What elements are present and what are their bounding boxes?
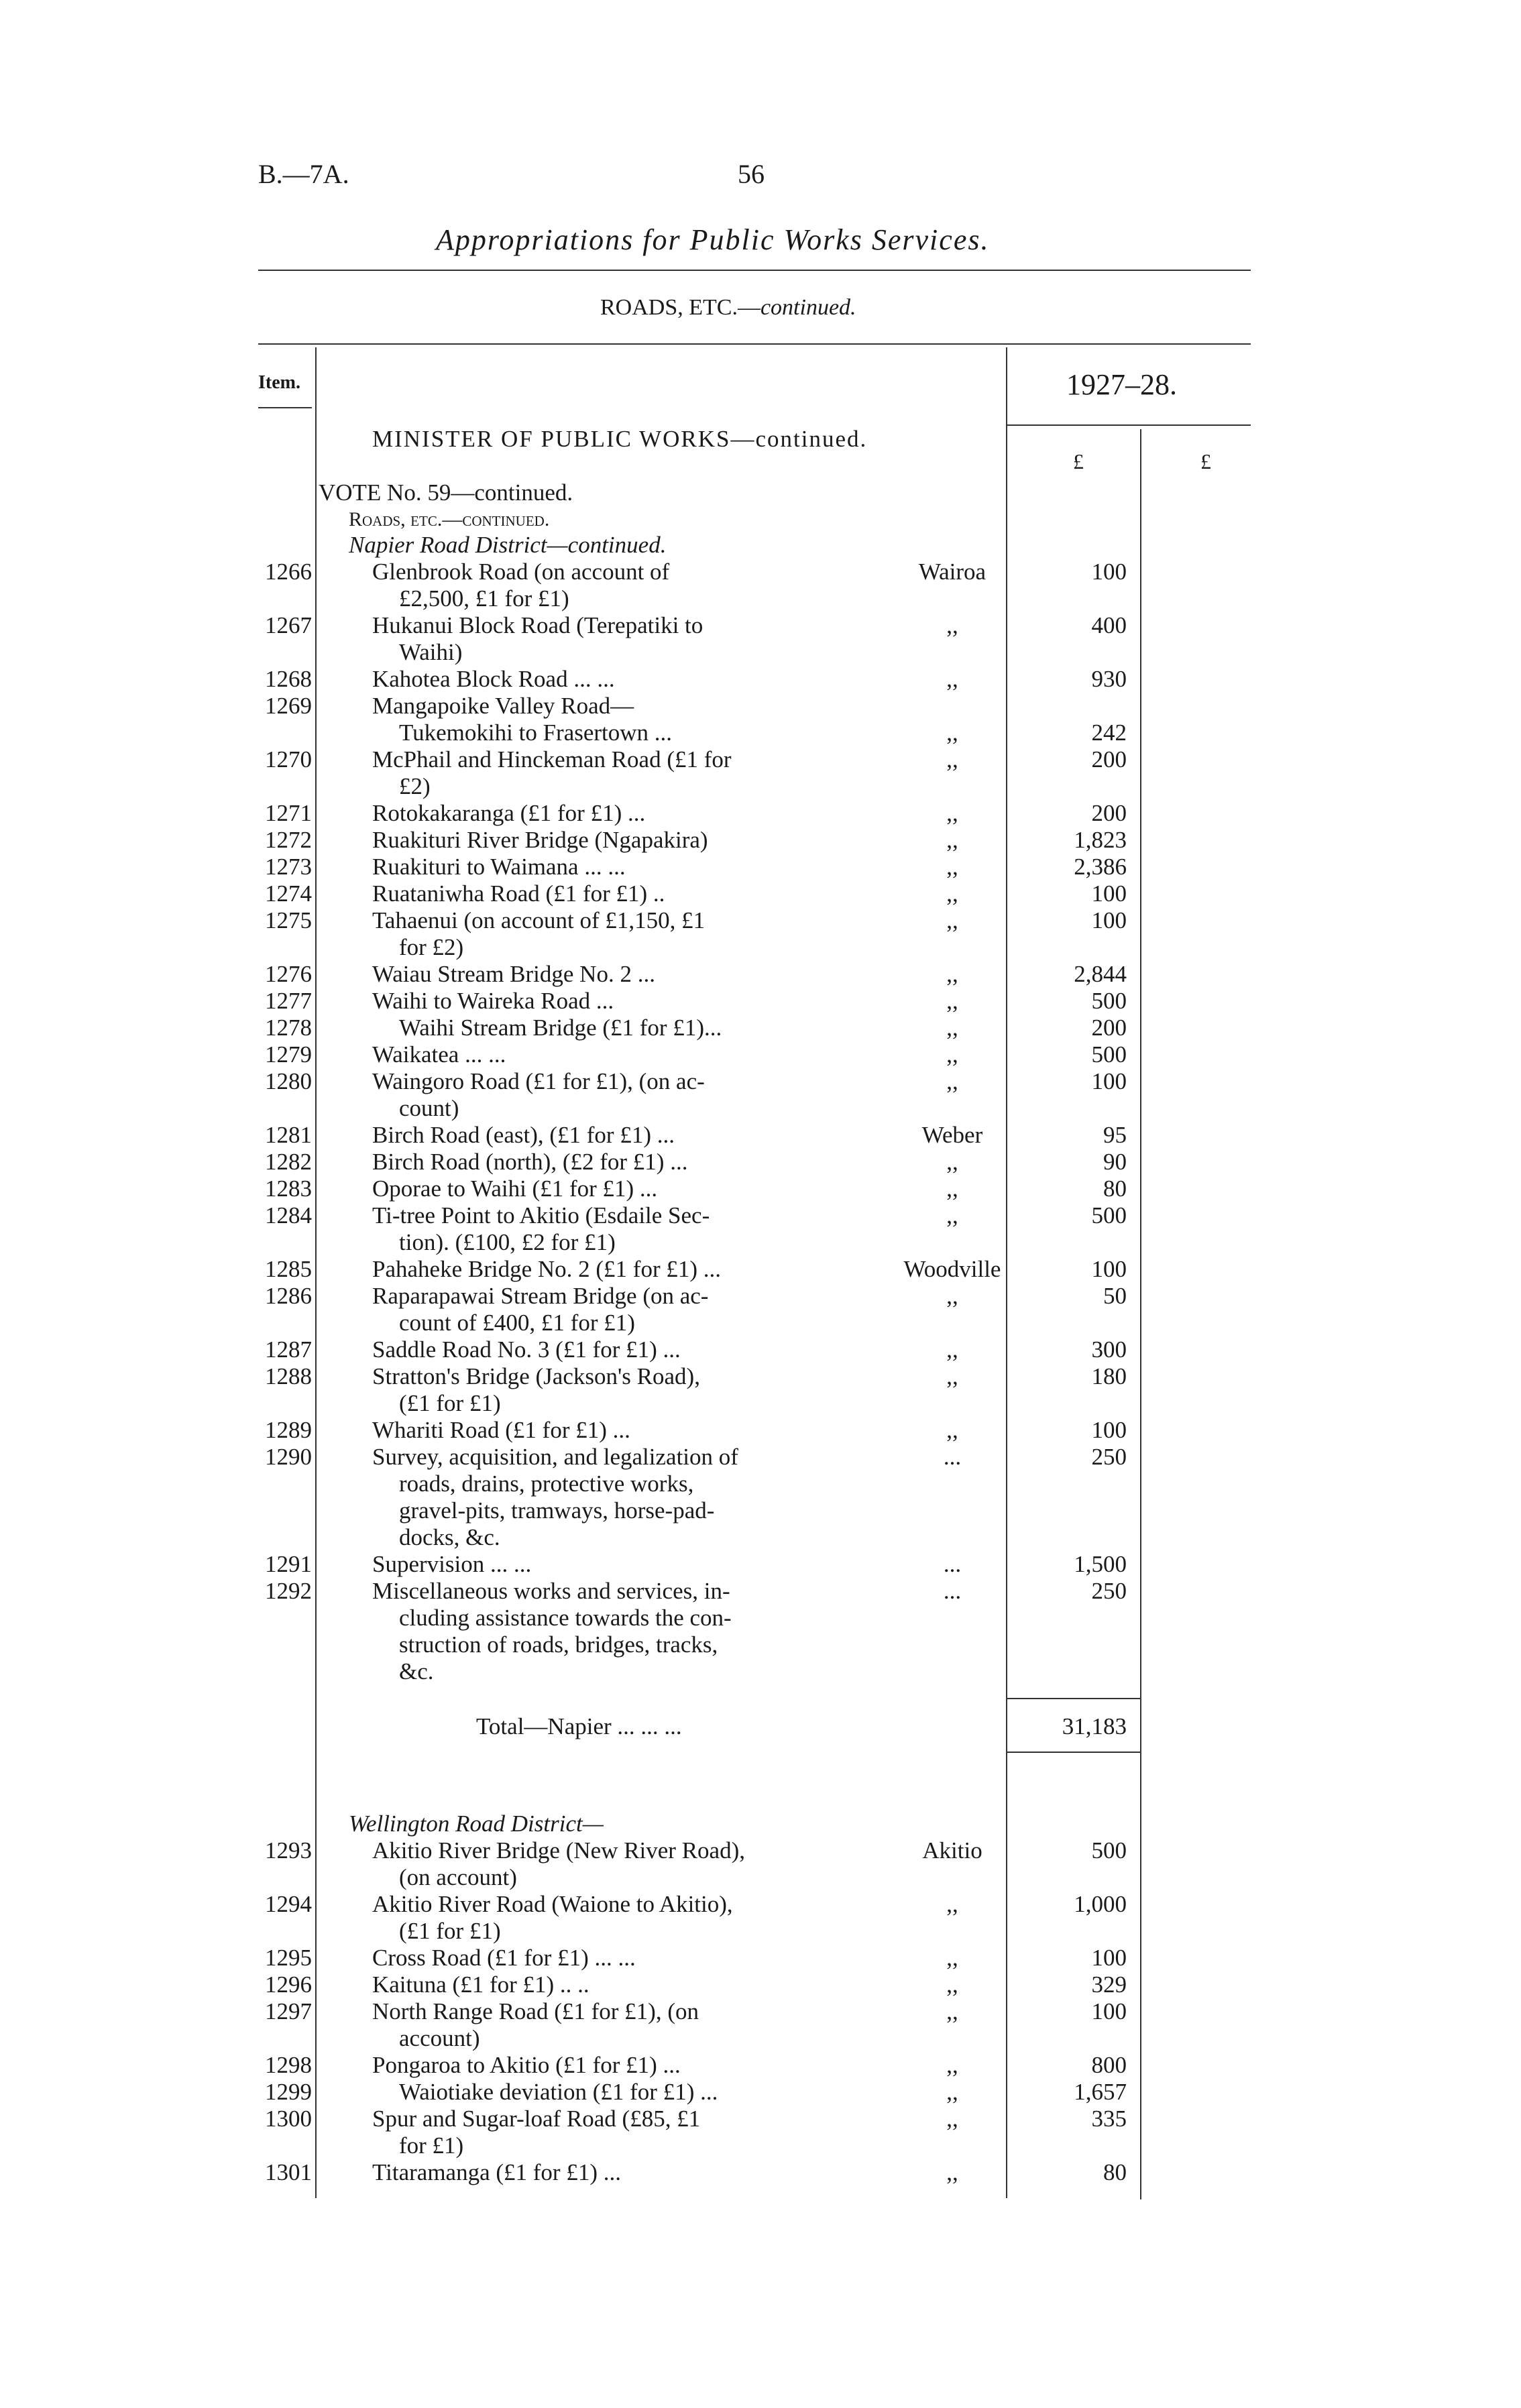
item-description: Cross Road (£1 for £1) ... ... (372, 1945, 636, 1971)
item-description: Akitio River Road (Waione to Akitio), (372, 1891, 733, 1917)
amount-column-divider (1140, 429, 1141, 2199)
amount: 800 (1091, 2052, 1127, 2078)
item-number: 1298 (265, 2052, 312, 2078)
item-description: Akitio River Bridge (New River Road), (372, 1837, 746, 1864)
item-description: struction of roads, bridges, tracks, (399, 1631, 718, 1658)
amount: 100 (1091, 907, 1127, 933)
item-description: Stratton's Bridge (Jackson's Road), (372, 1363, 700, 1389)
title-rule (258, 270, 1251, 271)
district: ,, (946, 1363, 958, 1389)
item-number: 1294 (265, 1891, 312, 1917)
item-number: 1293 (265, 1837, 312, 1864)
section-main: ROADS, ETC.— (600, 295, 760, 320)
amount: 1,657 (1074, 2079, 1127, 2105)
item-description: (£1 for £1) (399, 1918, 501, 1944)
amount: 80 (1103, 1176, 1127, 1202)
item-number: 1272 (265, 827, 312, 853)
item-description: Waingoro Road (£1 for £1), (on ac- (372, 1068, 705, 1094)
district: ,, (946, 666, 958, 692)
item-number: 1275 (265, 907, 312, 933)
amount: 180 (1091, 1363, 1127, 1389)
item-number: 1282 (265, 1149, 312, 1175)
page-title: Appropriations for Public Works Services. (436, 223, 990, 256)
item-description: count) (399, 1095, 459, 1121)
amount: 250 (1091, 1578, 1127, 1604)
item-number: 1287 (265, 1336, 312, 1363)
amount: 329 (1091, 1971, 1127, 1998)
item-number: 1286 (265, 1283, 312, 1309)
item-description: Birch Road (north), (£2 for £1) ... (372, 1149, 688, 1175)
amount: 80 (1103, 2159, 1127, 2185)
amount: 500 (1091, 1041, 1127, 1068)
item-description: Ruataniwha Road (£1 for £1) .. (372, 880, 665, 907)
pound-sign-col2: £ (1200, 449, 1211, 473)
year-header-rule (1006, 424, 1251, 426)
item-description: Oporae to Waihi (£1 for £1) ... (372, 1176, 658, 1202)
amount: 100 (1091, 1998, 1127, 2024)
item-description: Titaramanga (£1 for £1) ... (372, 2159, 621, 2185)
item-column-divider (315, 347, 317, 2198)
item-description: Waihi Stream Bridge (£1 for £1)... (399, 1015, 722, 1041)
item-description: for £1) (399, 2132, 464, 2159)
amount: 300 (1091, 1336, 1127, 1363)
district: Wairoa (918, 559, 987, 585)
page-number: 56 (738, 159, 765, 189)
item-description: gravel-pits, tramways, horse-pad- (399, 1497, 715, 1524)
district: ,, (946, 1971, 958, 1998)
item-number: 1267 (265, 612, 312, 638)
item-description: Waihi) (399, 639, 463, 665)
wellington-district-heading: Wellington Road District— (349, 1811, 604, 1837)
item-description: Waiotiake deviation (£1 for £1) ... (399, 2079, 718, 2105)
district: ,, (946, 1149, 958, 1175)
item-number: 1278 (265, 1015, 312, 1041)
amount: 500 (1091, 1837, 1127, 1864)
item-description: Ruakituri River Bridge (Ngapakira) (372, 827, 708, 853)
item-number: 1290 (265, 1444, 312, 1470)
item-number: 1297 (265, 1998, 312, 2024)
item-number: 1270 (265, 746, 312, 772)
district: ,, (946, 854, 958, 880)
district: ,, (946, 2052, 958, 2078)
minister-heading: MINISTER OF PUBLIC WORKS—continued. (372, 426, 868, 452)
amount: 100 (1091, 1417, 1127, 1443)
amount: 335 (1091, 2106, 1127, 2132)
amount: 100 (1091, 880, 1127, 907)
item-number: 1288 (265, 1363, 312, 1389)
item-number: 1299 (265, 2079, 312, 2105)
district: ,, (946, 1945, 958, 1971)
amount: 2,844 (1074, 961, 1127, 987)
district: ,, (946, 1998, 958, 2024)
item-description: Miscellaneous works and services, in- (372, 1578, 730, 1604)
district: ,, (946, 907, 958, 933)
item-description: Birch Road (east), (£1 for £1) ... (372, 1122, 675, 1148)
district: ,, (946, 1041, 958, 1068)
item-description: account) (399, 2025, 480, 2051)
amount: 100 (1091, 1256, 1127, 1282)
district: ... (943, 1578, 962, 1604)
district: ,, (946, 800, 958, 826)
amount: 95 (1103, 1122, 1127, 1148)
section-continued: continued. (760, 295, 856, 320)
item-description: Supervision ... ... (372, 1551, 532, 1577)
year-column-header: 1927–28. (1066, 368, 1177, 401)
item-description: Hukanui Block Road (Terepatiki to (372, 612, 703, 638)
item-description: &c. (399, 1658, 434, 1684)
item-description: count of £400, £1 for £1) (399, 1310, 635, 1336)
item-number: 1284 (265, 1202, 312, 1228)
item-number: 1300 (265, 2106, 312, 2132)
district: ,, (946, 1283, 958, 1309)
district: ,, (946, 1891, 958, 1917)
item-number: 1291 (265, 1551, 312, 1577)
district: ,, (946, 1417, 958, 1443)
district: Woodville (903, 1256, 1001, 1282)
item-number: 1274 (265, 880, 312, 907)
district: ,, (946, 988, 958, 1014)
item-description: Pahaheke Bridge No. 2 (£1 for £1) ... (372, 1256, 722, 1282)
item-description: £2,500, £1 for £1) (399, 585, 569, 612)
item-description: Tukemokihi to Frasertown ... (399, 720, 673, 746)
total-label: Total—Napier ... ... ... (476, 1713, 682, 1739)
document-code: B.—7A. (258, 159, 349, 189)
item-description: tion). (£100, £2 for £1) (399, 1229, 616, 1255)
item-description: (£1 for £1) (399, 1390, 501, 1416)
item-description: Waikatea ... ... (372, 1041, 506, 1068)
item-number: 1266 (265, 559, 312, 585)
item-description: McPhail and Hinckeman Road (£1 for (372, 746, 732, 772)
amount: 1,823 (1074, 827, 1127, 853)
item-description: Kahotea Block Road ... ... (372, 666, 615, 692)
amount: 200 (1091, 746, 1127, 772)
item-number: 1269 (265, 693, 312, 719)
item-description: Ruakituri to Waimana ... ... (372, 854, 626, 880)
amount: 1,000 (1074, 1891, 1127, 1917)
item-number: 1279 (265, 1041, 312, 1068)
vote-heading: VOTE No. 59—continued. (319, 479, 573, 506)
district: ,, (946, 2106, 958, 2132)
section-heading (600, 295, 856, 321)
item-description: for £2) (399, 934, 464, 960)
district: Akitio (922, 1837, 982, 1864)
item-column-header: Item. (258, 372, 300, 393)
item-number: 1289 (265, 1417, 312, 1443)
item-description: £2) (399, 773, 431, 799)
district: ,, (946, 2159, 958, 2185)
district: ,, (946, 827, 958, 853)
item-description: Whariti Road (£1 for £1) ... (372, 1417, 630, 1443)
item-description: North Range Road (£1 for £1), (on (372, 1998, 699, 2024)
item-header-rule (258, 407, 312, 408)
pound-sign-col1: £ (1073, 449, 1084, 473)
item-number: 1285 (265, 1256, 312, 1282)
district: ,, (946, 1068, 958, 1094)
item-description: (on account) (399, 1864, 517, 1890)
item-description: Rotokakaranga (£1 for £1) ... (372, 800, 646, 826)
amount: 400 (1091, 612, 1127, 638)
amount: 250 (1091, 1444, 1127, 1470)
item-description: Saddle Road No. 3 (£1 for £1) ... (372, 1336, 681, 1363)
item-description: Spur and Sugar-loaf Road (£85, £1 (372, 2106, 701, 2132)
district: Weber (921, 1122, 983, 1148)
amount: 100 (1091, 1068, 1127, 1094)
item-number: 1276 (265, 961, 312, 987)
total-bottom-rule (1006, 1752, 1140, 1753)
amount: 1,500 (1074, 1551, 1127, 1577)
item-number: 1277 (265, 988, 312, 1014)
item-number: 1271 (265, 800, 312, 826)
item-description: Mangapoike Valley Road— (372, 693, 634, 719)
item-description: Ti-tree Point to Akitio (Esdaile Sec- (372, 1202, 710, 1228)
item-description: Tahaenui (on account of £1,150, £1 (372, 907, 706, 933)
amount: 500 (1091, 988, 1127, 1014)
district: ,, (946, 880, 958, 907)
item-description: roads, drains, protective works, (399, 1471, 694, 1497)
item-description: Waiau Stream Bridge No. 2 ... (372, 961, 655, 987)
item-description: Raparapawai Stream Bridge (on ac- (372, 1283, 709, 1309)
amount: 500 (1091, 1202, 1127, 1228)
item-description: Waihi to Waireka Road ... (372, 988, 614, 1014)
amount: 90 (1103, 1149, 1127, 1175)
district: ,, (946, 1015, 958, 1041)
item-description: Pongaroa to Akitio (£1 for £1) ... (372, 2052, 681, 2078)
amount: 200 (1091, 1015, 1127, 1041)
amount: 50 (1103, 1283, 1127, 1309)
item-number: 1280 (265, 1068, 312, 1094)
item-number: 1295 (265, 1945, 312, 1971)
item-description: Kaituna (£1 for £1) .. .. (372, 1971, 589, 1998)
district: ,, (946, 1202, 958, 1228)
district: ,, (946, 2079, 958, 2105)
district: ... (943, 1551, 962, 1577)
roads-heading: Roads, etc.—continued. (349, 508, 550, 530)
item-description: docks, &c. (399, 1524, 500, 1550)
district: ,, (946, 1336, 958, 1363)
district: ,, (946, 720, 958, 746)
amount: 100 (1091, 1945, 1127, 1971)
napier-district-heading: Napier Road District—continued. (349, 532, 667, 558)
amount: 930 (1091, 666, 1127, 692)
district: ,, (946, 746, 958, 772)
amount: 200 (1091, 800, 1127, 826)
item-number: 1296 (265, 1971, 312, 1998)
amount: 2,386 (1074, 854, 1127, 880)
table-top-rule (258, 343, 1251, 345)
item-description: Glenbrook Road (on account of (372, 559, 670, 585)
item-description: Survey, acquisition, and legalization of (372, 1444, 738, 1470)
total-top-rule (1006, 1698, 1140, 1699)
amount: 100 (1091, 559, 1127, 585)
item-number: 1292 (265, 1578, 312, 1604)
district: ,, (946, 961, 958, 987)
item-number: 1301 (265, 2159, 312, 2185)
item-number: 1281 (265, 1122, 312, 1148)
item-number: 1283 (265, 1176, 312, 1202)
district: ,, (946, 1176, 958, 1202)
total-amount: 31,183 (1062, 1713, 1127, 1739)
item-number: 1268 (265, 666, 312, 692)
item-number: 1273 (265, 854, 312, 880)
item-description: cluding assistance towards the con- (399, 1605, 732, 1631)
amount: 242 (1091, 720, 1127, 746)
district: ,, (946, 612, 958, 638)
district: ... (943, 1444, 962, 1470)
